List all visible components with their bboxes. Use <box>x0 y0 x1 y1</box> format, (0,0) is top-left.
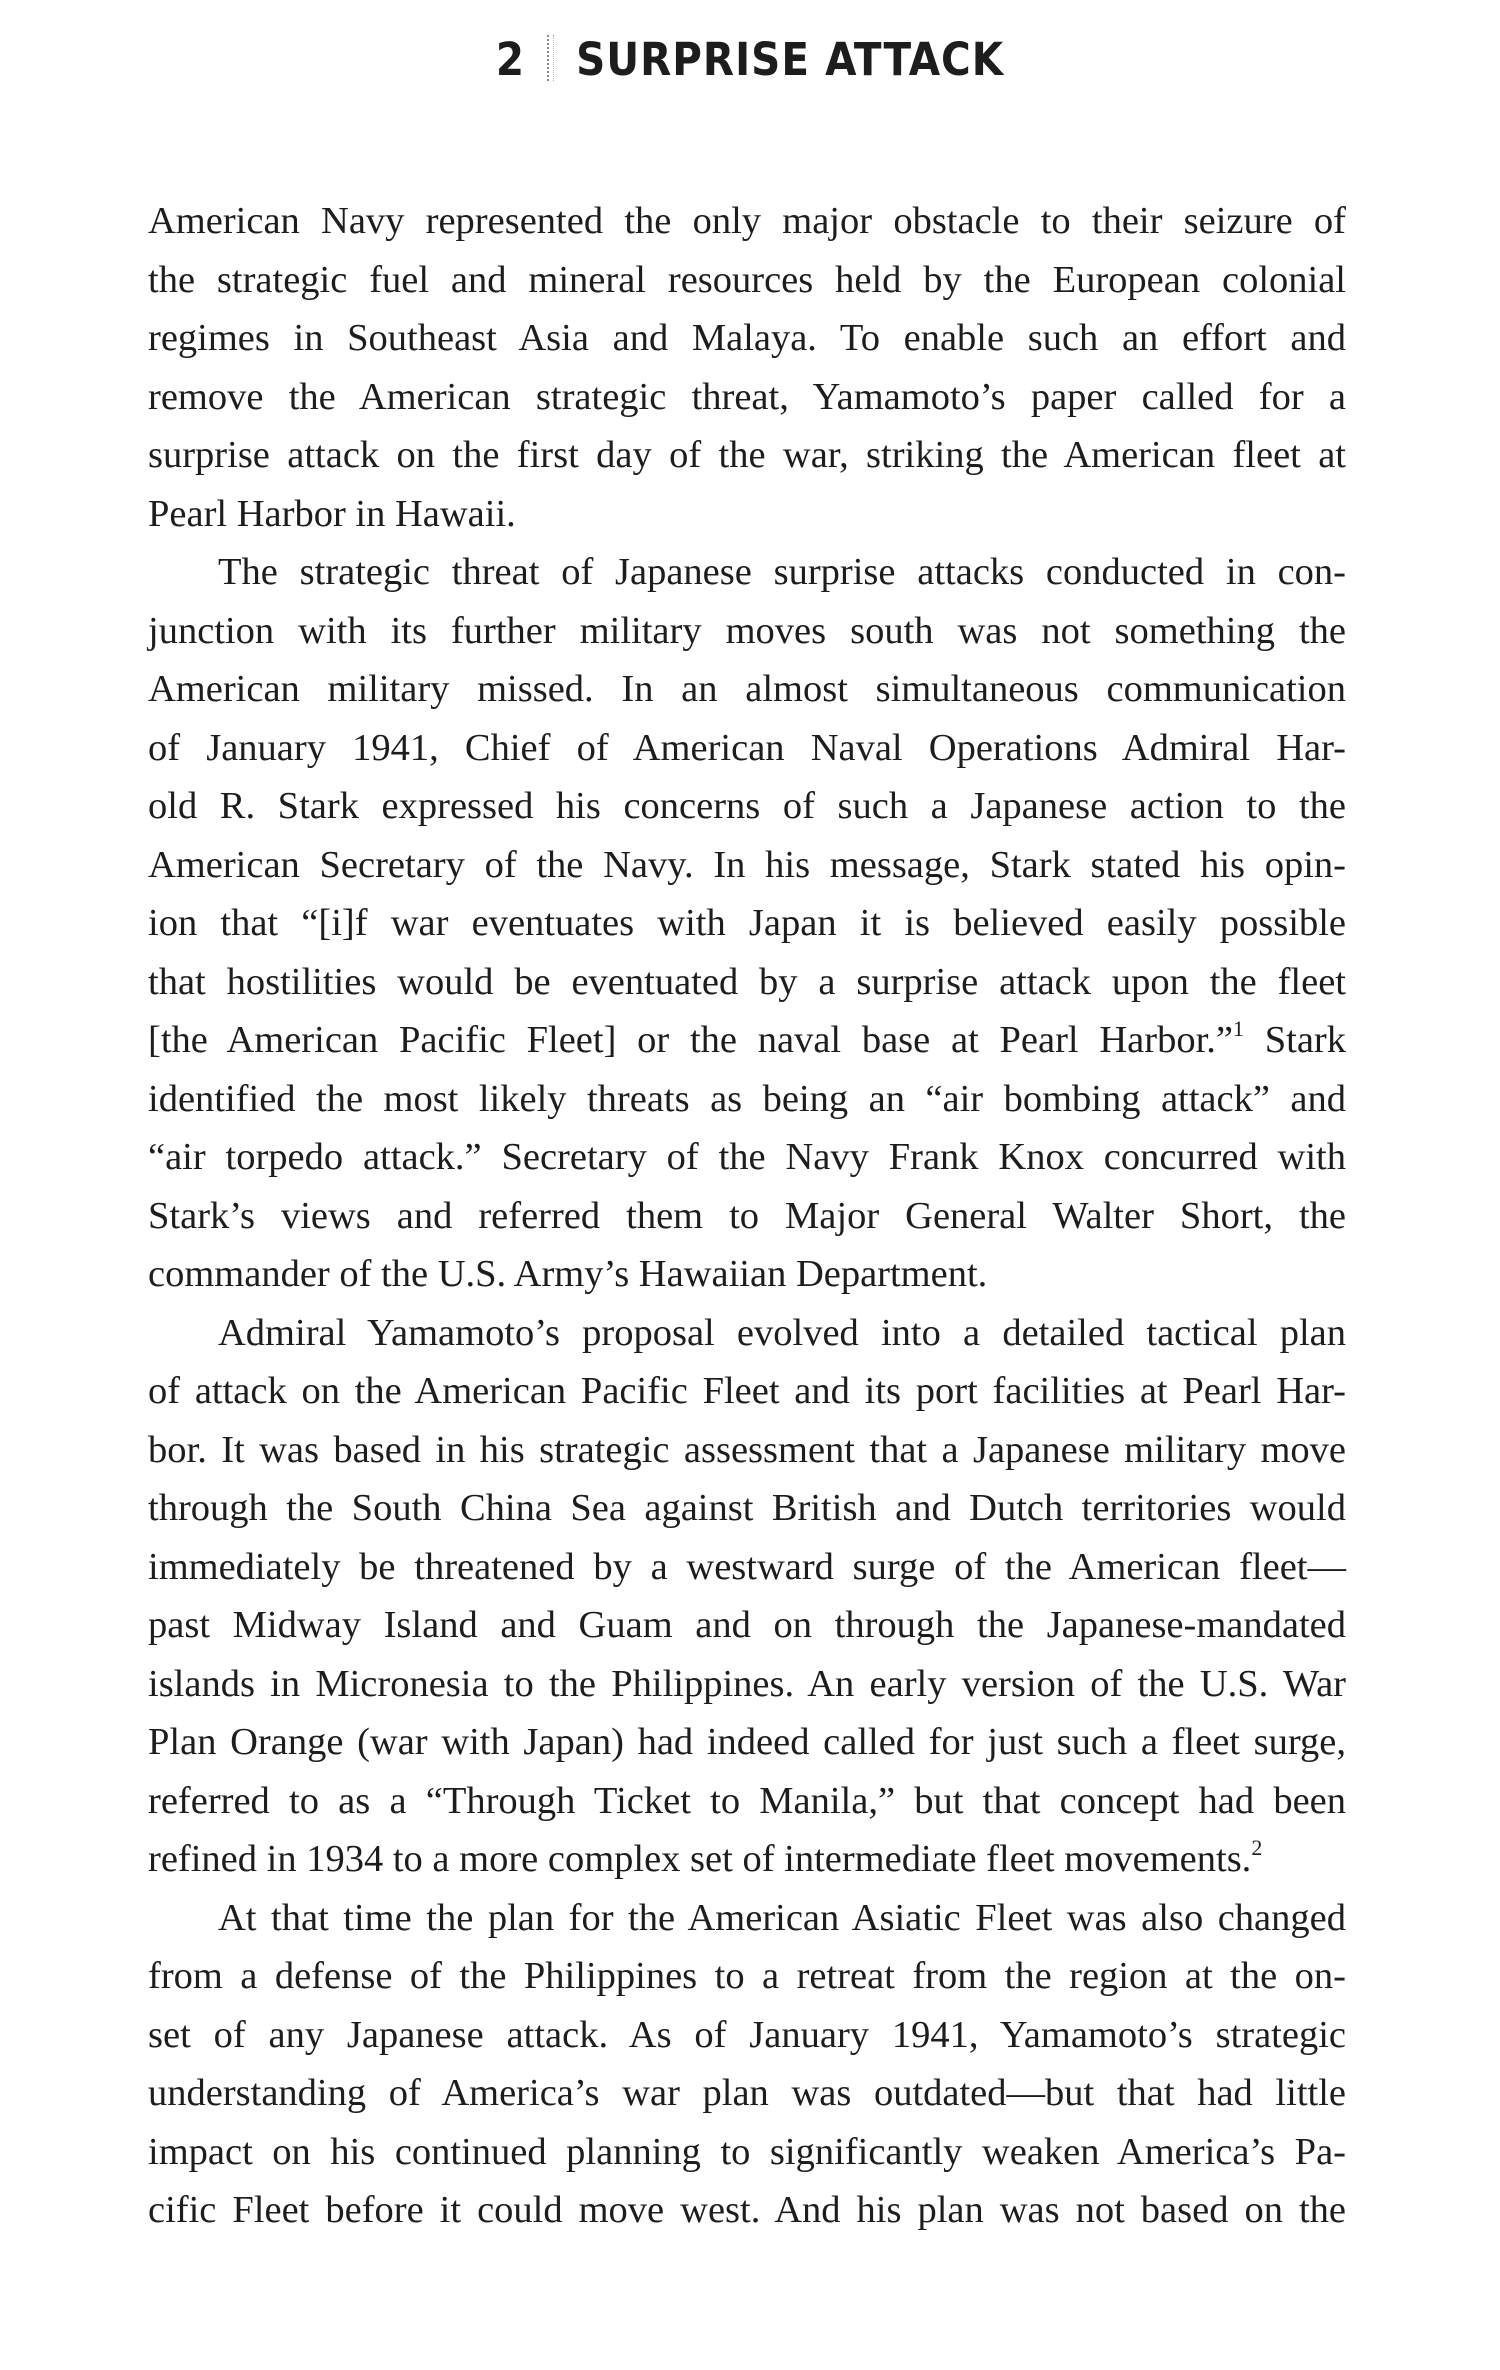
text-line: Stark’s views and referred them to Major General Walter Short, the <box>148 1194 1346 1237</box>
footnote-ref: 2 <box>1251 1835 1263 1860</box>
text-line: understanding of America’s war plan was outdated—but that had little <box>148 2072 1346 2114</box>
text-line: referred to as a “Through Ticket to Manila,” but that concept had been <box>148 1779 1346 1822</box>
text-line: Admiral Yamamoto’s proposal evolved into a detailed tactical plan <box>218 1311 1346 1354</box>
text-line: Plan Orange (war with Japan) had indeed called for just such a fleet surge, <box>148 1721 1346 1763</box>
text-line: junction with its further military moves south was not something the <box>148 609 1346 652</box>
paragraph-2 <box>148 543 1346 1304</box>
text-line: The strategic threat of Japanese surprise attacks conducted in con- <box>218 551 1346 593</box>
text-line: of January 1941, Chief of American Naval Operations Admiral Har- <box>148 726 1346 769</box>
text-segment: Stark <box>1243 1019 1346 1061</box>
text-segment: refined in 1934 to a more complex set of intermediate fleet movements. <box>148 1838 1252 1880</box>
body-text <box>148 192 1346 2240</box>
text-line: American Secretary of the Navy. In his message, Stark stated his opin- <box>148 843 1346 886</box>
paragraph-1 <box>148 192 1346 543</box>
text-line: from a defense of the Philippines to a retreat from the region at the on- <box>148 1955 1346 1997</box>
footnote-ref: 1 <box>1232 1016 1244 1041</box>
text-line: through the South China Sea against British and Dutch territories would <box>148 1487 1346 1529</box>
page-number: 2 <box>495 33 526 86</box>
text-line-with-footnote <box>148 1011 1346 1070</box>
text-line: cific Fleet before it could move west. And his plan was not based on the <box>148 2189 1346 2231</box>
text-line: impact on his continued planning to significantly weaken America’s Pa- <box>148 2130 1346 2173</box>
paragraph-3 <box>148 1304 1346 1889</box>
text-line: immediately be threatened by a westward surge of the American fleet— <box>148 1545 1346 1588</box>
text-line-with-footnote <box>148 1830 1346 1889</box>
text-line: that hostilities would be eventuated by a surprise attack upon the fleet <box>148 960 1346 1003</box>
paragraph-4 <box>148 1889 1346 2240</box>
header-separator <box>547 35 554 81</box>
text-line: bor. It was based in his strategic assessment that a Japanese military move <box>148 1428 1346 1471</box>
text-line: commander of the U.S. Army’s Hawaiian Department. <box>148 1253 988 1295</box>
text-line: Pearl Harbor in Hawaii. <box>148 492 516 535</box>
running-head <box>0 30 1500 90</box>
text-line: old R. Stark expressed his concerns of such a Japanese action to the <box>148 785 1346 827</box>
text-line: American Navy represented the only major obstacle to their seizure of <box>148 200 1346 242</box>
text-line: the strategic fuel and mineral resources held by the European colonial <box>148 258 1346 301</box>
text-line: islands in Micronesia to the Philippines. An early version of the U.S. War <box>148 1662 1346 1705</box>
text-line: regimes in Southeast Asia and Malaya. To enable such an effort and <box>148 317 1346 359</box>
text-line: ion that “[i]f war eventuates with Japan it is believed easily possible <box>148 902 1346 944</box>
text-line: “air torpedo attack.” Secretary of the Navy Frank Knox concurred with <box>148 1136 1346 1178</box>
text-line: At that time the plan for the American Asiatic Fleet was also changed <box>218 1896 1346 1939</box>
text-segment: [the American Pacific Fleet] or the naval base at Pearl Harbor.” <box>148 1019 1233 1061</box>
text-line: surprise attack on the first day of the war, striking the American fleet at <box>148 434 1346 476</box>
text-line: past Midway Island and Guam and on through the Japanese-mandated <box>148 1604 1346 1646</box>
text-line: identified the most likely threats as being an “air bombing attack” and <box>148 1077 1346 1120</box>
text-line: American military missed. In an almost simultaneous communication <box>148 668 1346 710</box>
text-line: remove the American strategic threat, Yamamoto’s paper called for a <box>148 375 1346 418</box>
running-title: SURPRISE ATTACK <box>576 33 1005 86</box>
text-line: set of any Japanese attack. As of January 1941, Yamamoto’s strategic <box>148 2013 1346 2056</box>
text-line: of attack on the American Pacific Fleet and its port facilities at Pearl Har- <box>148 1370 1346 1412</box>
